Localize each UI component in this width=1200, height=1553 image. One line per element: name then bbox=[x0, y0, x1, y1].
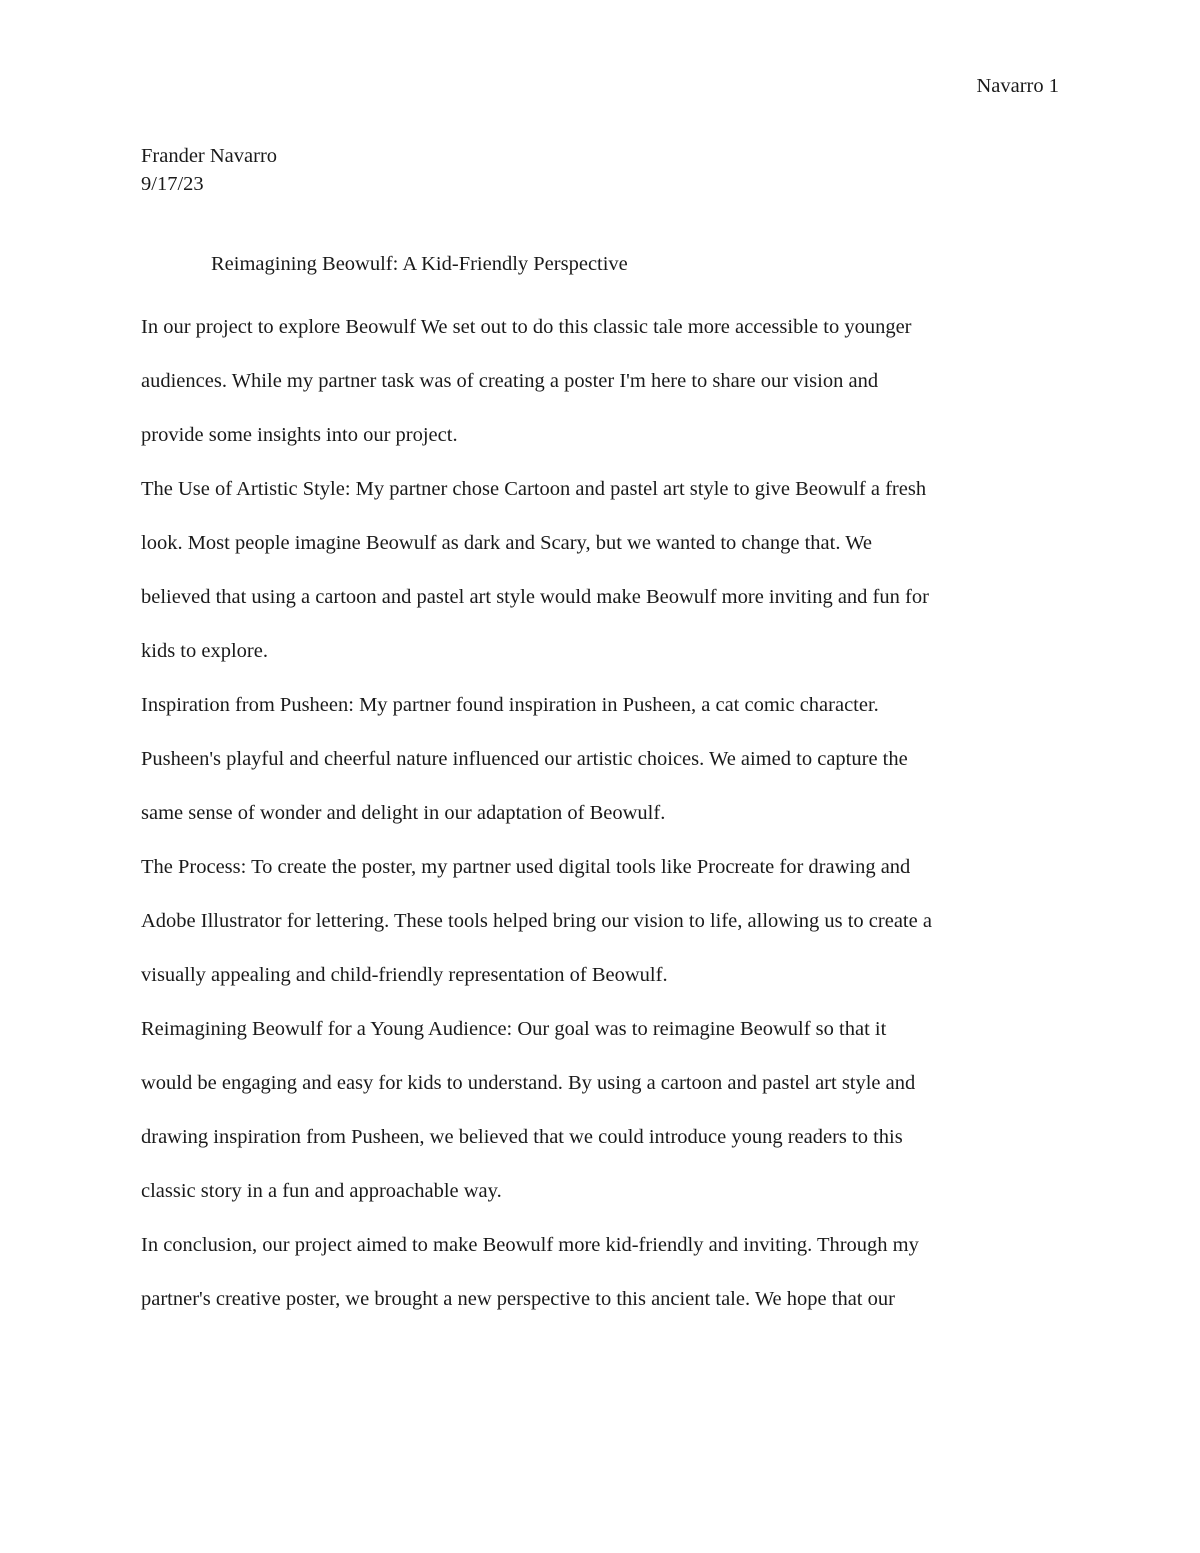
body-line: believed that using a cartoon and pastel art style would make Beowulf more inviting and fun for bbox=[141, 586, 929, 608]
essay-title: Reimagining Beowulf: A Kid-Friendly Perspective bbox=[211, 253, 628, 275]
body-line: Adobe Illustrator for lettering. These tools helped bring our vision to life, allowing us to create a bbox=[141, 910, 932, 932]
body-line: kids to explore. bbox=[141, 640, 268, 662]
body-line: In conclusion, our project aimed to make Beowulf more kid-friendly and inviting. Through my bbox=[141, 1234, 919, 1256]
body-line: Pusheen's playful and cheerful nature influenced our artistic choices. We aimed to capture the bbox=[141, 748, 908, 770]
body-line: classic story in a fun and approachable way. bbox=[141, 1180, 502, 1202]
body-line: drawing inspiration from Pusheen, we believed that we could introduce young readers to this bbox=[141, 1126, 903, 1148]
author-name: Frander Navarro bbox=[141, 145, 278, 167]
body-line: would be engaging and easy for kids to understand. By using a cartoon and pastel art style and bbox=[141, 1072, 916, 1094]
body-line: same sense of wonder and delight in our adaptation of Beowulf. bbox=[141, 802, 666, 824]
body-line: visually appealing and child-friendly representation of Beowulf. bbox=[141, 964, 668, 986]
running-head: Navarro 1 bbox=[976, 75, 1059, 97]
essay-body bbox=[141, 300, 1071, 1326]
body-line: Reimagining Beowulf for a Young Audience: Our goal was to reimagine Beowulf so that it bbox=[141, 1018, 887, 1040]
date: 9/17/23 bbox=[141, 173, 204, 195]
body-line: The Use of Artistic Style: My partner chose Cartoon and pastel art style to give Beowulf a fresh bbox=[141, 478, 927, 500]
body-line: The Process: To create the poster, my partner used digital tools like Procreate for drawing and bbox=[141, 856, 911, 878]
body-line: partner's creative poster, we brought a new perspective to this ancient tale. We hope that our bbox=[141, 1288, 895, 1310]
heading-block bbox=[141, 142, 277, 198]
body-line: provide some insights into our project. bbox=[141, 424, 458, 446]
body-line: Inspiration from Pusheen: My partner found inspiration in Pusheen, a cat comic character. bbox=[141, 694, 879, 716]
body-line: audiences. While my partner task was of creating a poster I'm here to share our vision and bbox=[141, 370, 879, 392]
body-line: In our project to explore Beowulf We set out to do this classic tale more accessible to younger bbox=[141, 316, 912, 338]
body-line: look. Most people imagine Beowulf as dark and Scary, but we wanted to change that. We bbox=[141, 532, 873, 554]
